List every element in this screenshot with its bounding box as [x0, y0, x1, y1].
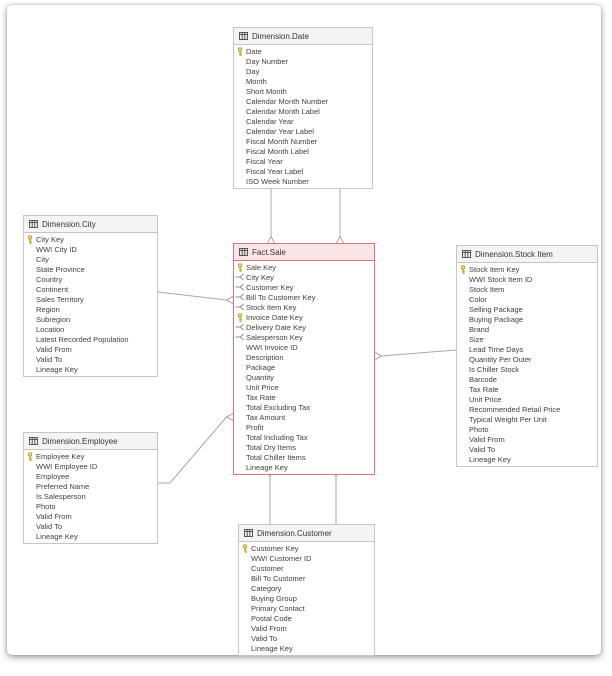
field-label: Region — [36, 304, 60, 314]
field-row[interactable] — [234, 422, 374, 432]
field-row[interactable] — [234, 262, 374, 272]
field-label: Tax Rate — [246, 392, 276, 402]
field-label: Calendar Month Number — [246, 96, 329, 106]
field-label: City Key — [246, 272, 274, 282]
field-row[interactable] — [24, 244, 157, 254]
field-row[interactable] — [457, 364, 597, 374]
primary-key-icon — [241, 544, 249, 553]
field-row[interactable] — [457, 334, 597, 344]
relationship-connector-stockitem-to-factsale[interactable] — [375, 350, 456, 360]
table-field-list — [239, 542, 374, 655]
field-row[interactable] — [234, 66, 372, 76]
field-label: Short Month — [246, 86, 287, 96]
field-row[interactable] — [24, 304, 157, 314]
field-label: Lineage Key — [251, 643, 293, 653]
key-icon-slot — [457, 265, 469, 274]
field-row[interactable] — [24, 511, 157, 521]
field-row[interactable] — [234, 462, 374, 472]
table-icon — [239, 248, 248, 256]
field-row[interactable] — [24, 451, 157, 461]
field-label: City Key — [36, 234, 64, 244]
foreign-key-icon-slot — [234, 283, 246, 291]
field-label: Valid From — [36, 344, 72, 354]
field-label: Valid To — [469, 444, 495, 454]
field-label: Buying Package — [469, 314, 524, 324]
primary-key-icon — [26, 235, 34, 244]
field-label: Bill To Customer — [251, 573, 306, 583]
field-row[interactable] — [457, 424, 597, 434]
field-row[interactable] — [457, 354, 597, 364]
field-row[interactable] — [234, 322, 374, 332]
field-label: Day — [246, 66, 260, 76]
field-row[interactable] — [24, 284, 157, 294]
field-label: Calendar Year Label — [246, 126, 314, 136]
field-row[interactable] — [234, 342, 374, 352]
field-label: Subregion — [36, 314, 71, 324]
table-icon — [239, 32, 248, 40]
table-header-dimension-stock-item[interactable] — [457, 246, 597, 263]
field-label: Customer Key — [246, 282, 294, 292]
foreign-key-icon-slot — [234, 293, 246, 301]
field-label: Profit — [246, 422, 264, 432]
field-label: Customer Key — [251, 543, 299, 553]
field-label: Month — [246, 76, 267, 86]
field-row[interactable] — [239, 643, 374, 653]
field-label: Size — [469, 334, 484, 344]
key-icon-slot — [234, 47, 246, 56]
field-row[interactable] — [24, 314, 157, 324]
field-label: Quantity Per Outer — [469, 354, 532, 364]
field-row[interactable] — [24, 461, 157, 471]
field-label: Stock Item Key — [469, 264, 520, 274]
field-row[interactable] — [234, 46, 372, 56]
field-row[interactable] — [234, 432, 374, 442]
table-title: Dimension.Employee — [42, 436, 118, 446]
relationship-connector-date-delivery-to-factsale[interactable] — [337, 184, 344, 243]
field-label: Valid From — [469, 434, 505, 444]
field-row[interactable] — [457, 314, 597, 324]
field-label: Barcode — [469, 374, 497, 384]
field-row[interactable] — [24, 501, 157, 511]
table-icon — [29, 220, 38, 228]
field-row[interactable] — [234, 352, 374, 362]
field-label: Total Dry Items — [246, 442, 297, 452]
field-row[interactable] — [457, 284, 597, 294]
relationship-connector-city-to-factsale[interactable] — [158, 292, 233, 304]
field-label: Country — [36, 274, 63, 284]
field-label: Continent — [36, 284, 69, 294]
field-row[interactable] — [24, 234, 157, 244]
field-label: Photo — [469, 424, 489, 434]
field-label: WWI Stock Item ID — [469, 274, 533, 284]
table-header-dimension-date[interactable] — [234, 28, 372, 45]
field-row[interactable] — [24, 334, 157, 344]
entity-table-dimension-city[interactable] — [23, 215, 158, 377]
foreign-key-icon — [235, 293, 245, 301]
field-label: Description — [246, 352, 284, 362]
field-label: Delivery Date Key — [246, 322, 307, 332]
field-row[interactable] — [234, 116, 372, 126]
field-label: Unit Price — [469, 394, 502, 404]
field-row[interactable] — [24, 274, 157, 284]
field-label: Total Chiller Items — [246, 452, 306, 462]
field-label: WWI City ID — [36, 244, 77, 254]
field-row[interactable] — [234, 452, 374, 462]
entity-table-dimension-date[interactable] — [233, 27, 373, 189]
table-title: Dimension.City — [42, 219, 96, 229]
field-row[interactable] — [24, 344, 157, 354]
primary-key-icon — [459, 265, 467, 274]
field-row[interactable] — [234, 126, 372, 136]
field-row[interactable] — [457, 434, 597, 444]
field-label: Date — [246, 46, 262, 56]
field-label: Valid To — [36, 521, 62, 531]
field-label: Is Chiller Stock — [469, 364, 520, 374]
field-label: Is Salesperson — [36, 491, 86, 501]
field-row[interactable] — [24, 521, 157, 531]
foreign-key-icon — [235, 323, 245, 331]
foreign-key-icon — [235, 333, 245, 341]
table-title: Fact.Sale — [252, 247, 286, 257]
relationship-connector-customer-billto-to-factsale[interactable] — [333, 470, 340, 524]
field-label: Sales Territory — [36, 294, 84, 304]
field-label: Brand — [469, 324, 490, 334]
field-row[interactable] — [234, 86, 372, 96]
foreign-key-icon — [235, 273, 245, 281]
key-icon-slot — [234, 313, 246, 322]
field-row[interactable] — [234, 282, 374, 292]
field-row[interactable] — [24, 354, 157, 364]
field-label: Invoice Date Key — [246, 312, 303, 322]
field-row[interactable] — [234, 332, 374, 342]
table-icon — [29, 437, 38, 445]
field-label: Total Including Tax — [246, 432, 308, 442]
key-icon-slot — [24, 452, 36, 461]
field-row[interactable] — [239, 553, 374, 563]
field-label: Lineage Key — [469, 454, 511, 464]
field-row[interactable] — [24, 254, 157, 264]
field-row[interactable] — [234, 312, 374, 322]
table-field-list — [24, 450, 157, 543]
field-label: Salesperson Key — [246, 332, 303, 342]
field-row[interactable] — [457, 324, 597, 334]
field-label: Latest Recorded Population — [36, 334, 129, 344]
field-label: Tax Rate — [469, 384, 499, 394]
field-label: Lead Time Days — [469, 344, 524, 354]
foreign-key-icon — [235, 303, 245, 311]
field-row[interactable] — [239, 563, 374, 573]
field-label: Quantity — [246, 372, 274, 382]
field-label: Employee — [36, 471, 70, 481]
field-label: WWI Customer ID — [251, 553, 312, 563]
field-label: Recommended Retail Price — [469, 404, 561, 414]
field-label: Buying Group — [251, 593, 297, 603]
primary-key-icon — [236, 47, 244, 56]
field-row[interactable] — [457, 404, 597, 414]
field-row[interactable] — [457, 414, 597, 424]
key-icon-slot — [234, 263, 246, 272]
field-label: Valid From — [36, 511, 72, 521]
field-row[interactable] — [239, 603, 374, 613]
field-label: Preferred Name — [36, 481, 90, 491]
entity-table-fact-sale[interactable] — [233, 243, 375, 475]
field-row[interactable] — [239, 633, 374, 643]
foreign-key-icon-slot — [234, 333, 246, 341]
open-arrowhead — [375, 356, 382, 360]
table-header-fact-sale[interactable] — [234, 244, 374, 261]
field-row[interactable] — [24, 531, 157, 541]
table-icon — [462, 250, 471, 258]
field-label: Typical Weight Per Unit — [469, 414, 547, 424]
key-icon-slot — [239, 544, 251, 553]
field-row[interactable] — [239, 613, 374, 623]
relationship-connector-employee-to-factsale[interactable] — [158, 414, 233, 484]
table-field-list — [457, 263, 597, 466]
field-label: Customer — [251, 563, 284, 573]
field-label: Valid To — [36, 354, 62, 364]
field-row[interactable] — [234, 76, 372, 86]
field-row[interactable] — [234, 402, 374, 412]
field-label: Selling Package — [469, 304, 523, 314]
field-row[interactable] — [234, 176, 372, 186]
field-label: Unit Price — [246, 382, 279, 392]
field-row[interactable] — [239, 573, 374, 583]
field-label: Photo — [36, 501, 56, 511]
field-label: Calendar Month Label — [246, 106, 320, 116]
field-row[interactable] — [234, 146, 372, 156]
field-label: Tax Amount — [246, 412, 286, 422]
field-row[interactable] — [457, 454, 597, 464]
field-label: Valid To — [251, 633, 277, 643]
field-row[interactable] — [239, 623, 374, 633]
field-row[interactable] — [234, 272, 374, 282]
field-row[interactable] — [234, 292, 374, 302]
field-row[interactable] — [234, 382, 374, 392]
field-label: Lineage Key — [36, 531, 78, 541]
field-row[interactable] — [234, 136, 372, 146]
field-row[interactable] — [239, 583, 374, 593]
field-label: Color — [469, 294, 487, 304]
field-label: WWI Employee ID — [36, 461, 98, 471]
field-row[interactable] — [24, 264, 157, 274]
entity-table-dimension-employee[interactable] — [23, 432, 158, 544]
field-row[interactable] — [24, 324, 157, 334]
table-header-dimension-customer[interactable] — [239, 525, 374, 542]
field-label: Sale Key — [246, 262, 277, 272]
field-row[interactable] — [234, 372, 374, 382]
field-label: Day Number — [246, 56, 289, 66]
foreign-key-icon-slot — [234, 303, 246, 311]
field-row[interactable] — [457, 374, 597, 384]
primary-key-icon — [236, 313, 244, 322]
field-row[interactable] — [234, 392, 374, 402]
table-icon — [244, 529, 253, 537]
foreign-key-icon-slot — [234, 323, 246, 331]
primary-key-icon — [236, 263, 244, 272]
field-label: Category — [251, 583, 282, 593]
field-label: Fiscal Month Number — [246, 136, 318, 146]
field-row[interactable] — [234, 442, 374, 452]
field-row[interactable] — [457, 304, 597, 314]
relationship-connector-date-invoice-to-factsale[interactable] — [268, 184, 275, 243]
field-row[interactable] — [234, 96, 372, 106]
field-row[interactable] — [234, 302, 374, 312]
field-row[interactable] — [234, 166, 372, 176]
table-header-dimension-employee[interactable] — [24, 433, 157, 450]
field-row[interactable] — [457, 394, 597, 404]
field-label: City — [36, 254, 49, 264]
foreign-key-icon-slot — [234, 273, 246, 281]
field-label: Stock Item Key — [246, 302, 297, 312]
field-row[interactable] — [24, 471, 157, 481]
field-label: WWI Invoice ID — [246, 342, 298, 352]
field-label: Package — [246, 362, 276, 372]
field-row[interactable] — [234, 106, 372, 116]
field-row[interactable] — [24, 294, 157, 304]
foreign-key-icon — [235, 283, 245, 291]
table-title: Dimension.Date — [252, 31, 309, 41]
field-label: ISO Week Number — [246, 176, 309, 186]
field-row[interactable] — [24, 491, 157, 501]
field-row[interactable] — [24, 364, 157, 374]
entity-table-dimension-stock-item[interactable] — [456, 245, 598, 467]
field-row[interactable] — [457, 264, 597, 274]
entity-table-dimension-customer[interactable] — [238, 524, 375, 656]
field-label: Stock Item — [469, 284, 505, 294]
field-label: Primary Contact — [251, 603, 305, 613]
open-arrowhead — [375, 353, 382, 357]
field-row[interactable] — [239, 543, 374, 553]
field-label: Employee Key — [36, 451, 85, 461]
field-row[interactable] — [457, 294, 597, 304]
field-label: Location — [36, 324, 65, 334]
field-row[interactable] — [457, 444, 597, 454]
table-header-dimension-city[interactable] — [24, 216, 157, 233]
field-row[interactable] — [457, 384, 597, 394]
field-row[interactable] — [234, 362, 374, 372]
table-field-list — [24, 233, 157, 376]
field-row[interactable] — [234, 412, 374, 422]
table-title: Dimension.Stock Item — [475, 249, 553, 259]
field-row[interactable] — [457, 274, 597, 284]
field-row[interactable] — [239, 593, 374, 603]
field-label: Total Excluding Tax — [246, 402, 311, 412]
field-label: Lineage Key — [246, 462, 288, 472]
table-field-list — [234, 45, 372, 188]
table-field-list — [234, 261, 374, 474]
field-row[interactable] — [24, 481, 157, 491]
field-label: Bill To Customer Key — [246, 292, 316, 302]
table-title: Dimension.Customer — [257, 528, 332, 538]
field-row[interactable] — [457, 344, 597, 354]
key-icon-slot — [24, 235, 36, 244]
field-label: State Province — [36, 264, 85, 274]
field-label: Fiscal Month Label — [246, 146, 309, 156]
field-label: Fiscal Year Label — [246, 166, 304, 176]
field-label: Calendar Year — [246, 116, 294, 126]
field-label: Fiscal Year — [246, 156, 283, 166]
field-row[interactable] — [234, 56, 372, 66]
field-label: Lineage Key — [36, 364, 78, 374]
field-label: Postal Code — [251, 613, 292, 623]
field-label: Valid From — [251, 623, 287, 633]
field-row[interactable] — [234, 156, 372, 166]
primary-key-icon — [26, 452, 34, 461]
relationship-connector-customer-to-factsale[interactable] — [267, 470, 274, 524]
